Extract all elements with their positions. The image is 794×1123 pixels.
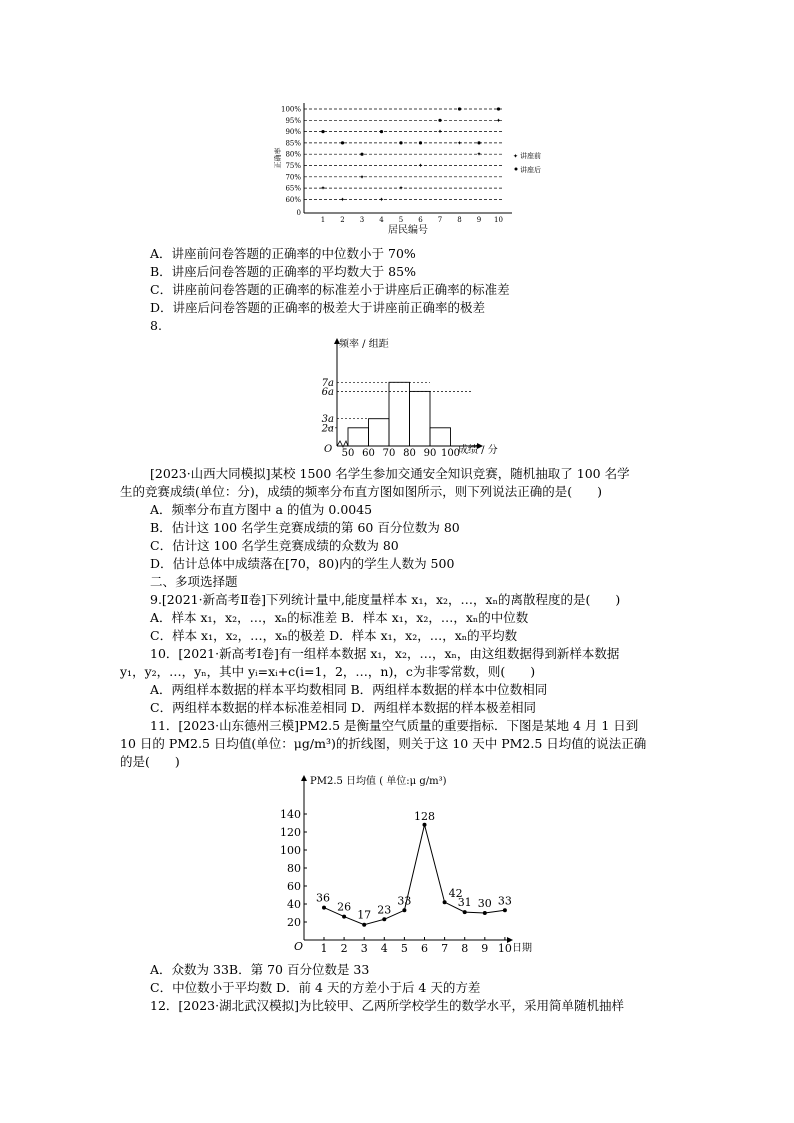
c1-xtick-label: 3	[359, 216, 365, 224]
c2-xtick-label: 50	[341, 448, 355, 459]
c1-point-before: ✦	[476, 151, 482, 159]
q10-stem-line2: y₁，y₂，…，yₙ，其中 yᵢ=xᵢ+c(i=1，2，…，n)，c为非零常数，则( )	[120, 664, 536, 679]
c1-ylabel: 正确率	[274, 147, 282, 169]
q11-stem-line1: 11．[2023·山东德州三模]PM2.5 是衡量空气质量的重要指标．下图是某地 4 月 1 日到	[150, 718, 639, 733]
c1-ytick-label: 90%	[285, 128, 301, 137]
q9-options-cd: C．样本 x₁，x₂，…，xₙ的极差 D．样本 x₁，x₂，…，xₙ的平均数	[150, 628, 518, 643]
q10-options-cd: C．两组样本数据的样本标准差相同 D．两组样本数据的样本极差相同	[150, 700, 537, 715]
c3-point	[342, 915, 346, 919]
c1-point-before: ✦	[437, 128, 443, 136]
q10-stem-line1: 10．[2021·新高考Ⅰ卷]有一组样本数据 x₁，x₂，…，xₙ，由这组数据得到新样本数据	[150, 646, 620, 661]
c2-xtick-label: 100	[440, 448, 461, 459]
c1-xtick-label: 6	[418, 216, 423, 224]
c1-point-after	[341, 141, 344, 144]
c1-xlabel: 居民编号	[388, 225, 428, 236]
q8-option-a: A．频率分布直方图中 a 的值为 0.0045	[150, 502, 373, 517]
q8-option-d: D．估计总体中成绩落在[70，80)内的学生人数为 500	[150, 556, 455, 571]
c3-ytick-label: 60	[287, 880, 301, 893]
histogram-chart	[310, 335, 520, 460]
c1-xtick-label: 10	[494, 216, 503, 224]
c2-ylabel: 频率 / 组距	[339, 339, 389, 350]
c3-data-label: 33	[497, 894, 512, 908]
c1-ytick-label: 75%	[285, 162, 301, 170]
c3-data-label: 17	[357, 908, 372, 922]
c3-data-label: 33	[397, 894, 412, 908]
c2-ytick-label: 2a	[321, 423, 334, 435]
c3-point	[322, 906, 326, 910]
c2-bar	[389, 382, 410, 446]
c3-point	[382, 917, 386, 921]
c3-point	[483, 911, 487, 915]
q11-options-cd: C．中位数小于平均数 D．前 4 天的方差小于后 4 天的方差	[150, 980, 481, 995]
c1-xtick-label: 9	[476, 216, 482, 224]
q11-stem-line2: 10 日的 PM2.5 日均值(单位：μg/m³)的折线图，则关于这 10 天中 PM2.5 日均值的说法正确	[120, 736, 647, 751]
q7-option-c: C．讲座前问卷答题的正确率的标准差小于讲座后正确率的标准差	[150, 282, 510, 297]
c1-xtick-label: 2	[340, 216, 345, 224]
c3-xtick-label: 6	[421, 942, 428, 955]
c3-xtick-label: 9	[481, 942, 489, 955]
c1-xtick-label: 5	[398, 216, 404, 224]
c3-data-label: 30	[477, 897, 492, 910]
c3-ylabel: PM2.5 日均值 ( 单位:μ g/m³)	[310, 776, 447, 787]
q10-options-ab: A．两组样本数据的样本平均数相同 B．两组样本数据的样本中位数相同	[150, 682, 548, 697]
c3-xtick-label: 7	[441, 942, 449, 955]
q9-options-ab: A．样本 x₁，x₂，…，xₙ的标准差 B．样本 x₁，x₂，…，xₙ的中位数	[150, 610, 529, 625]
q8-stem-line2: 生的竞赛成绩(单位：分)，成绩的频率分布直方图如图所示，则下列说法正确的是( )	[120, 484, 603, 499]
q8-option-c: C．估计这 100 名学生竞赛成绩的众数为 80	[150, 538, 399, 553]
c1-ytick-label: 60%	[285, 195, 301, 204]
c1-point-before: ✦	[359, 173, 365, 181]
c1-ytick-label: 95%	[285, 116, 301, 125]
c1-xtick-label: 4	[379, 216, 384, 224]
c3-point	[423, 823, 427, 827]
c1-point-before: ✦	[456, 139, 463, 147]
c3-ytick-label: 80	[287, 862, 301, 875]
c3-data-label: 31	[457, 896, 472, 910]
c3-xtick-label: 8	[461, 942, 469, 955]
c3-data-label: 128	[414, 809, 435, 823]
q7-option-d: D．讲座后问卷答题的正确率的极差大于讲座前正确率的极差	[150, 300, 486, 315]
c1-point-after	[360, 153, 363, 156]
c1-point-after	[380, 130, 383, 133]
c2-origin: O	[324, 444, 333, 455]
c1-point-before: ✦	[495, 117, 502, 125]
c3-ytick-label: 40	[287, 898, 301, 911]
c3-ytick-label: 100	[280, 844, 301, 857]
c1-point-before: ✦	[320, 185, 326, 193]
c1-ytick-label: 85%	[285, 139, 301, 148]
c1-point-after	[438, 119, 441, 122]
c2-xtick-label: 60	[362, 448, 375, 459]
c1-point-before: ✦	[378, 196, 385, 204]
c3-ytick-label: 140	[280, 808, 301, 821]
c3-ytick-label: 20	[287, 916, 301, 929]
q12-stem-line1: 12．[2023·湖北武汉模拟]为比较甲、乙两所学校学生的数学水平，采用简单随机抽样	[150, 998, 624, 1013]
c2-ytick-label: 7a	[321, 377, 334, 389]
c3-data-label: 36	[316, 891, 330, 905]
q7-option-a: A．讲座前问卷答题的正确率的中位数小于 70%	[150, 246, 416, 261]
c1-xtick-label: 1	[320, 216, 326, 224]
c2-xtick-label: 80	[403, 448, 416, 459]
c2-xtick-label: 70	[382, 448, 396, 459]
c1-legend-before: 讲座前	[520, 152, 541, 160]
c3-xtick-label: 2	[340, 942, 348, 955]
c1-xtick-label: 8	[457, 216, 462, 224]
c1-ytick-label: 65%	[285, 184, 301, 193]
c1-point-after	[419, 141, 422, 144]
c1-legend-dot-icon	[515, 168, 518, 171]
q8-stem-line1: [2023·山西大同模拟]某校 1500 名学生参加交通安全知识竞赛，随机抽取了 100 名学	[150, 466, 630, 481]
c1-point-after	[458, 107, 461, 110]
c1-legend	[513, 151, 541, 174]
c2-xlabel: 成绩 / 分	[458, 445, 498, 456]
c1-legend-after: 讲座后	[520, 166, 541, 174]
c3-xtick-label: 5	[400, 942, 408, 955]
c2-xtick-label: 90	[423, 448, 437, 459]
c1-point-before: ✦	[417, 162, 424, 170]
c3-origin: O	[294, 940, 304, 953]
c2-bar	[348, 428, 369, 446]
c1-legend-star-icon: ✦	[513, 153, 519, 160]
c3-point	[362, 923, 366, 927]
c3-point	[443, 900, 447, 904]
c3-point	[402, 908, 406, 912]
c3-data-label: 42	[448, 887, 463, 901]
q11-options-ab: A．众数为 33B．第 70 百分位数是 33	[150, 962, 370, 977]
c2-bar	[410, 391, 431, 446]
scatter-chart	[268, 98, 558, 238]
q11-stem-line3: 的是( )	[120, 754, 180, 769]
c3-ytick-label: 120	[280, 826, 301, 839]
line-chart	[280, 772, 540, 957]
q8-number: 8.	[150, 318, 162, 333]
q8-option-b: B．估计这 100 名学生竞赛成绩的第 60 百分位数为 80	[150, 520, 460, 535]
c2-bar	[369, 419, 390, 446]
c3-xtick-label: 3	[360, 942, 368, 955]
c1-xtick-label: 7	[437, 216, 443, 224]
c1-point-before: ✦	[339, 196, 346, 204]
c2-ytick-label: 6a	[321, 386, 334, 398]
c1-ytick-label: 100%	[280, 105, 301, 114]
c3-xlabel: 日期	[512, 943, 532, 954]
c1-ytick-label: 0	[296, 209, 301, 217]
q9-stem: 9.[2021·新高考Ⅱ卷]下列统计量中,能度量样本 x₁，x₂，…，xₙ的离散程度的是( )	[150, 592, 621, 607]
c3-xtick-label: 1	[320, 942, 328, 955]
c1-point-before: ✦	[398, 185, 404, 193]
c1-ytick-label: 80%	[285, 150, 301, 159]
c2-ytick-label: 3a	[321, 414, 334, 426]
c1-ytick-label: 70%	[285, 173, 301, 182]
section-heading-multiple-choice: 二、多项选择题	[150, 574, 238, 589]
q7-option-b: B．讲座后问卷答题的正确率的平均数大于 85%	[150, 264, 416, 279]
c3-point	[463, 910, 467, 914]
c3-point	[503, 908, 507, 912]
c3-data-label: 26	[337, 900, 352, 914]
c1-point-after	[497, 107, 500, 110]
c1-point-after	[399, 141, 402, 144]
c2-bar	[430, 428, 451, 446]
c3-xtick-label: 4	[380, 942, 388, 955]
c1-point-after	[321, 130, 324, 133]
c1-point-after	[477, 141, 480, 144]
c3-data-label: 23	[377, 903, 392, 917]
c3-xtick-label: 10	[497, 942, 512, 955]
